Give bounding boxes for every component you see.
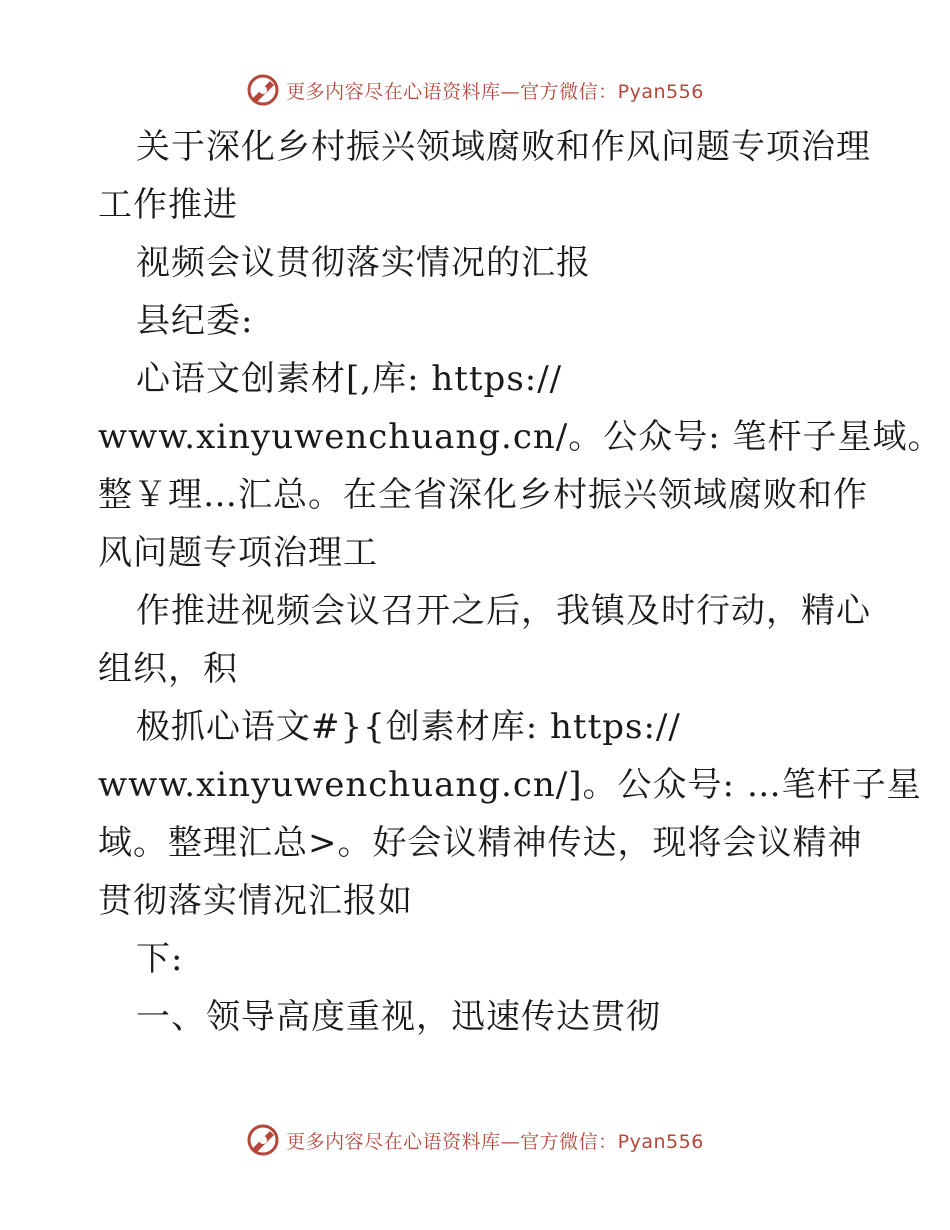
paragraph-line: 心语文创素材[,库: https:// bbox=[136, 359, 563, 399]
paragraph-line: 作推进视频会议召开之后，我镇及时行动，精心 bbox=[136, 591, 871, 631]
paragraph-line: 极抓心语文#}{创素材库: https:// bbox=[136, 707, 681, 747]
header-banner bbox=[0, 70, 950, 110]
banner-text bbox=[286, 77, 704, 104]
banner-slogan: 更多内容尽在心语资料库—官方微信： bbox=[286, 80, 618, 103]
banner-wechat-id: Pyan556 bbox=[617, 80, 704, 103]
document-body bbox=[98, 118, 943, 1046]
pen-logo-icon bbox=[246, 1123, 280, 1157]
title-line-3: 视频会议贯彻落实情况的汇报 bbox=[136, 243, 591, 283]
footer-banner bbox=[0, 1120, 950, 1160]
paragraph-line: 风问题专项治理工 bbox=[98, 533, 378, 573]
paragraph-line: 域。整理汇总>。好会议精神传达，现将会议精神 bbox=[98, 823, 863, 863]
paragraph-line: 整￥理…汇总。在全省深化乡村振兴领域腐败和作 bbox=[98, 475, 868, 515]
paragraph-line: www.xinyuwenchuang.cn/]。公众号: …笔杆子星 bbox=[98, 765, 922, 805]
paragraph-line: 贯彻落实情况汇报如 bbox=[98, 881, 413, 921]
section-heading: 一、领导高度重视，迅速传达贯彻 bbox=[136, 997, 661, 1037]
paragraph-line: 下: bbox=[136, 939, 184, 979]
paragraph-line: 组织，积 bbox=[98, 649, 238, 689]
banner-text bbox=[286, 1127, 704, 1154]
title-line-1: 关于深化乡村振兴领域腐败和作风问题专项治理 bbox=[136, 127, 871, 167]
paragraph-line: www.xinyuwenchuang.cn/。公众号: 笔杆子星域。 bbox=[98, 417, 943, 457]
banner-wechat-id: Pyan556 bbox=[617, 1130, 704, 1153]
pen-logo-icon bbox=[246, 73, 280, 107]
banner-slogan: 更多内容尽在心语资料库—官方微信： bbox=[286, 1130, 618, 1153]
title-line-2: 工作推进 bbox=[98, 185, 238, 225]
addressee: 县纪委: bbox=[136, 301, 254, 341]
